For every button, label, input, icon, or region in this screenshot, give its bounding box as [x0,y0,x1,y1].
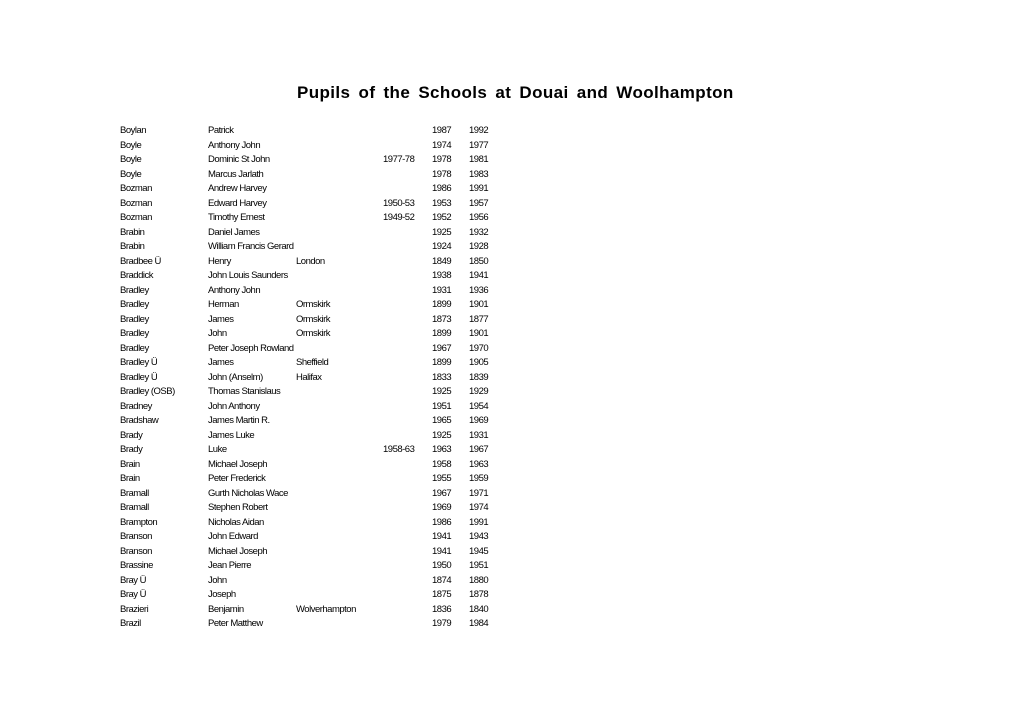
given-names-cell: Anthony John [208,139,261,151]
start-year-cell: 1978 [432,154,452,165]
start-year-cell: 1969 [432,502,452,513]
given-names-cell: Peter Joseph Rowland [208,342,294,354]
given-names-cell: James [208,357,234,368]
given-names-cell: Dominic St John [208,154,270,165]
prep-years-cell: 1949-52 [383,212,415,223]
surname-cell: Bozman [120,183,152,194]
given-names-cell: Benjamin [208,603,244,615]
end-year-cell: 1905 [469,357,489,368]
surname-cell: Bradley Ü [120,371,158,383]
end-year-cell: 1954 [469,400,489,412]
surname-cell: Brazil [120,618,141,629]
start-year-cell: 1836 [432,603,452,615]
start-year-cell: 1974 [432,139,452,151]
end-year-cell: 1932 [469,226,489,238]
surname-cell: Bradley [120,284,149,296]
prep-years-cell: 1977-78 [383,154,415,165]
surname-cell: Boyle [120,168,142,180]
end-year-cell: 1945 [469,545,489,557]
given-names-cell: Stephen Robert [208,502,268,513]
start-year-cell: 1938 [432,270,452,281]
start-year-cell: 1952 [432,212,452,223]
end-year-cell: 1941 [469,270,489,281]
surname-cell: Bradley [120,342,149,354]
page-title: Pupils of the Schools at Douai and Woolhampton [297,83,734,102]
surname-cell: Bradley (OSB) [120,386,175,397]
surname-cell: Bray Ü [120,574,147,586]
given-names-cell: John (Anselm) [208,371,263,383]
start-year-cell: 1931 [432,284,452,296]
given-names-cell: John Louis Saunders [208,270,288,281]
end-year-cell: 1969 [469,415,489,426]
place-cell: London [296,255,325,267]
start-year-cell: 1873 [432,313,452,325]
given-names-cell: Gurth Nicholas Wace [208,487,288,499]
place-cell: Ormskirk [296,299,330,310]
surname-cell: Bradley [120,313,149,325]
given-names-cell: Michael Joseph [208,545,268,557]
surname-cell: Bradley [120,328,149,339]
surname-cell: Brazieri [120,603,149,615]
end-year-cell: 1992 [469,125,489,136]
start-year-cell: 1967 [432,487,452,499]
given-names-cell: John Edward [208,531,258,542]
surname-cell: Bozman [120,197,152,209]
end-year-cell: 1929 [469,386,489,397]
given-names-cell: Henry [208,255,231,267]
end-year-cell: 1991 [469,183,489,194]
start-year-cell: 1986 [432,516,452,528]
start-year-cell: 1955 [432,473,452,484]
given-names-cell: Joseph [208,589,236,600]
given-names-cell: Timothy Ernest [208,212,265,223]
given-names-cell: Luke [208,444,227,455]
surname-cell: Brain [120,458,140,470]
end-year-cell: 1977 [469,139,489,151]
given-names-cell: Marcus Jarlath [208,168,264,180]
end-year-cell: 1878 [469,589,489,600]
end-year-cell: 1970 [469,342,489,354]
start-year-cell: 1963 [432,444,452,455]
given-names-cell: John [208,328,227,339]
start-year-cell: 1924 [432,241,452,252]
start-year-cell: 1951 [432,400,452,412]
start-year-cell: 1953 [432,197,452,209]
given-names-cell: James [208,313,234,325]
end-year-cell: 1943 [469,531,489,542]
start-year-cell: 1941 [432,545,452,557]
surname-cell: Bradshaw [120,415,159,426]
end-year-cell: 1971 [469,487,489,499]
surname-cell: Boylan [120,125,147,136]
end-year-cell: 1901 [469,328,489,339]
given-names-cell: James Luke [208,429,255,441]
surname-cell: Brady [120,429,143,441]
place-cell: Ormskirk [296,328,330,339]
end-year-cell: 1967 [469,444,489,455]
surname-cell: Braddick [120,270,153,281]
end-year-cell: 1928 [469,241,489,252]
given-names-cell: Peter Matthew [208,618,263,629]
surname-cell: Brady [120,444,143,455]
given-names-cell: James Martin R. [208,415,270,426]
end-year-cell: 1880 [469,574,489,586]
surname-cell: Bradley [120,299,149,310]
surname-cell: Boyle [120,139,142,151]
start-year-cell: 1958 [432,458,452,470]
surname-cell: Bradley Ü [120,357,158,368]
surname-cell: Brassine [120,560,153,571]
surname-cell: Brain [120,473,140,484]
end-year-cell: 1991 [469,516,489,528]
end-year-cell: 1877 [469,313,489,325]
surname-cell: Bramall [120,487,149,499]
end-year-cell: 1936 [469,284,489,296]
surname-cell: Bramall [120,502,149,513]
start-year-cell: 1899 [432,299,452,310]
given-names-cell: Thomas Stanislaus [208,386,281,397]
start-year-cell: 1899 [432,357,452,368]
surname-cell: Bray Ü [120,589,147,600]
start-year-cell: 1874 [432,574,452,586]
end-year-cell: 1963 [469,458,489,470]
end-year-cell: 1956 [469,212,489,223]
given-names-cell: William Francis Gerard [208,241,294,252]
end-year-cell: 1983 [469,168,489,180]
given-names-cell: Patrick [208,125,234,136]
start-year-cell: 1986 [432,183,452,194]
place-cell: Wolverhampton [296,603,356,615]
start-year-cell: 1833 [432,371,452,383]
start-year-cell: 1950 [432,560,452,571]
start-year-cell: 1965 [432,415,452,426]
place-cell: Halifax [296,371,322,383]
start-year-cell: 1925 [432,226,452,238]
end-year-cell: 1984 [469,618,489,629]
given-names-cell: Herman [208,299,239,310]
start-year-cell: 1967 [432,342,452,354]
surname-cell: Branson [120,531,152,542]
given-names-cell: Andrew Harvey [208,183,267,194]
end-year-cell: 1981 [469,154,489,165]
start-year-cell: 1987 [432,125,452,136]
start-year-cell: 1925 [432,386,452,397]
given-names-cell: John [208,574,227,586]
surname-cell: Brabin [120,241,145,252]
surname-cell: Boyle [120,154,142,165]
surname-cell: Bozman [120,212,152,223]
end-year-cell: 1901 [469,299,489,310]
start-year-cell: 1941 [432,531,452,542]
start-year-cell: 1979 [432,618,452,629]
start-year-cell: 1875 [432,589,452,600]
start-year-cell: 1925 [432,429,452,441]
prep-years-cell: 1958-63 [383,444,415,455]
end-year-cell: 1974 [469,502,489,513]
prep-years-cell: 1950-53 [383,197,415,209]
given-names-cell: Daniel James [208,226,260,238]
end-year-cell: 1839 [469,371,489,383]
surname-cell: Branson [120,545,152,557]
end-year-cell: 1840 [469,603,489,615]
given-names-cell: Anthony John [208,284,261,296]
end-year-cell: 1951 [469,560,489,571]
start-year-cell: 1978 [432,168,452,180]
start-year-cell: 1849 [432,255,452,267]
given-names-cell: Nicholas Aidan [208,516,264,528]
given-names-cell: Peter Frederick [208,473,266,484]
surname-cell: Brampton [120,516,158,528]
given-names-cell: Michael Joseph [208,458,268,470]
surname-cell: Bradbee Ü [120,255,161,267]
surname-cell: Brabin [120,226,145,238]
end-year-cell: 1931 [469,429,489,441]
place-cell: Sheffield [296,357,329,368]
given-names-cell: John Anthony [208,400,260,412]
given-names-cell: Edward Harvey [208,197,267,209]
start-year-cell: 1899 [432,328,452,339]
end-year-cell: 1850 [469,255,489,267]
given-names-cell: Jean Pierre [208,560,252,571]
place-cell: Ormskirk [296,313,330,325]
end-year-cell: 1959 [469,473,489,484]
surname-cell: Bradney [120,400,152,412]
end-year-cell: 1957 [469,197,489,209]
